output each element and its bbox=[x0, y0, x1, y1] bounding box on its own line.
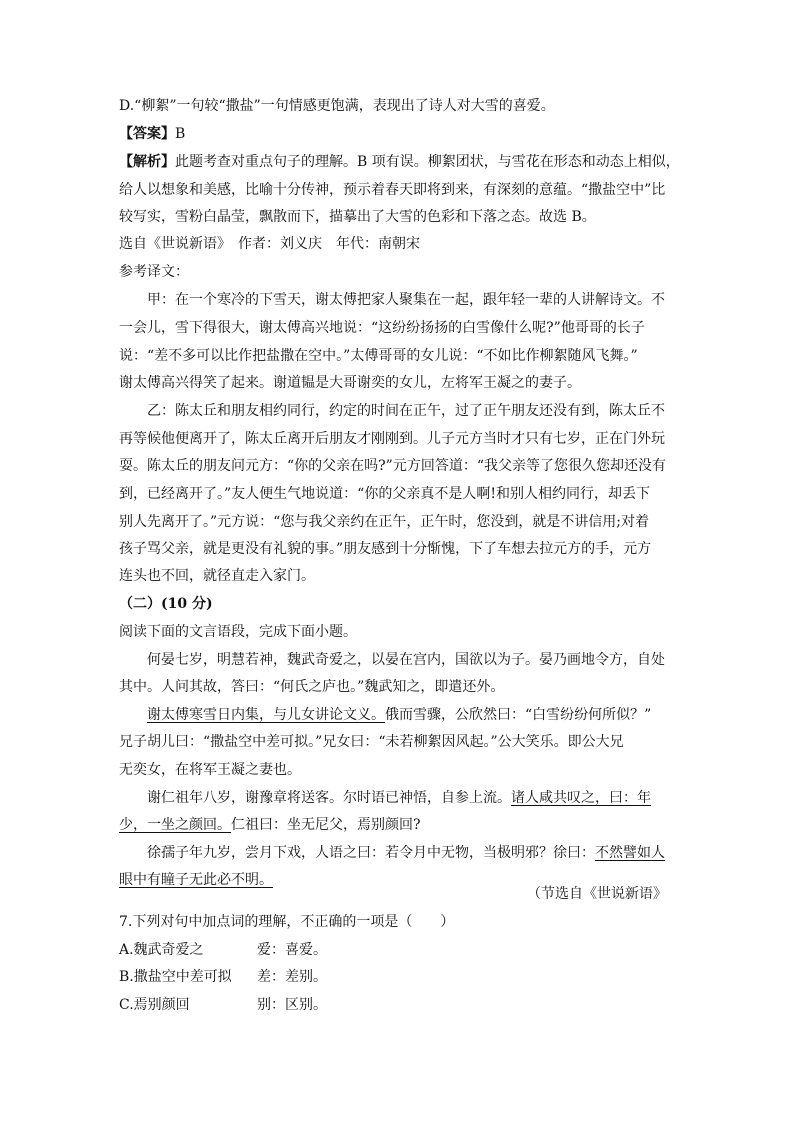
translation-line: 耍。陈太丘的朋友问元方：“你的父亲在吗?”元方回答道：“我父亲等了您很久您却还没有 bbox=[119, 458, 666, 474]
instruction: 阅读下面的文言语段，完成下面小题。 bbox=[119, 624, 357, 640]
translation-line: 谢太傅高兴得笑了起来。谢道韫是大哥谢奕的女儿，左将军王凝之的妻子。 bbox=[119, 375, 581, 391]
underlined-sentence: 不然譬如人 bbox=[595, 845, 665, 861]
analysis-line-3: 较写实，雪粉白晶莹，飘散而下，描摹出了大雪的色彩和下落之态。故选 B。 bbox=[119, 209, 596, 225]
passage-line: 无奕女，在将军王凝之妻也。 bbox=[119, 762, 301, 778]
passage-line: 其中。人问其故，答曰：“何氏之庐也。”魏武知之，即遣还外。 bbox=[119, 679, 505, 695]
option-label: B.撒盐空中差可拟 bbox=[119, 969, 232, 985]
translation-line: 一会儿，雪下得很大，谢太傅高兴地说：“这纷纷扬扬的白雪像什么呢?”他哥哥的长子 bbox=[119, 320, 645, 336]
passage-text: 仁祖曰：坐无尼父，焉别颜回? bbox=[231, 817, 421, 833]
translation-line: 乙：陈太丘和朋友相约同行，约定的时间在正午，过了正午朋友还没有到，陈太丘不 bbox=[147, 403, 665, 419]
passage-line bbox=[119, 816, 421, 834]
underlined-sentence: 眼中有瞳子无此必不明。 bbox=[119, 872, 273, 888]
passage-line bbox=[147, 706, 651, 724]
passage-text: 俄而雪骤，公欣然曰：“白雪纷纷何所似？” bbox=[385, 707, 652, 723]
analysis-line-1 bbox=[119, 153, 680, 171]
option-gloss: 差：差别。 bbox=[257, 969, 327, 985]
translation-line: 孩子骂父亲，就是更没有礼貌的事。”朋友感到十分惭愧，下了车想去拉元方的手，元方 bbox=[119, 541, 652, 557]
translation-line: 甲：在一个寒冷的下雪天，谢太傅把家人聚集在一起，跟年轻一辈的人讲解诗文。不 bbox=[147, 292, 665, 308]
option-gloss: 爱：喜爱。 bbox=[257, 942, 327, 958]
translation-line: 别人先离开了。”元方说：“您与我父亲约在正午，正午时，您没到，就是不讲信用;对着 bbox=[119, 514, 650, 530]
passage-line bbox=[119, 871, 273, 889]
underlined-sentence: 诸人咸共叹之，曰：年 bbox=[511, 790, 651, 806]
option-label: A.魏武奇爱之 bbox=[119, 942, 204, 958]
translation-heading: 参考译文： bbox=[119, 264, 189, 280]
passage-line: 兄子胡儿曰：“撒盐空中差可拟。”兄女曰：“未若柳絮因风起。”公大笑乐。即公大兄 bbox=[119, 734, 624, 750]
analysis-tag: 【解析】 bbox=[119, 154, 175, 170]
source-line: 选自《世说新语》 作者：刘义庆 年代：南朝宋 bbox=[119, 236, 420, 252]
underlined-sentence: 少，一坐之颜回。 bbox=[119, 817, 231, 833]
option-d: D.“柳絮”一句较“撒盐”一句情感更饱满，表现出了诗人对大雪的喜爱。 bbox=[119, 98, 555, 114]
option-gloss: 别：区别。 bbox=[257, 997, 327, 1013]
passage-text: 徐孺子年九岁，尝月下戏，人语之曰：若令月中无物，当极明邪？徐曰： bbox=[147, 845, 595, 861]
analysis-line-2: 给人以想象和美感，比喻十分传神，预示着春天即将到来，有深刻的意蕴。“撒盐空中”比 bbox=[119, 182, 666, 198]
passage-source: （节选自《世说新语》 bbox=[527, 886, 667, 902]
answer-value: B bbox=[175, 126, 186, 142]
analysis-text-1: 此题考查对重点句子的理解。B 项有误。柳絮团状，与雪花在形态和动态上相似， bbox=[175, 154, 680, 170]
passage-line bbox=[147, 789, 651, 807]
answer-line bbox=[119, 125, 185, 143]
translation-line: 说：“差不多可以比作把盐撒在空中。”太傅哥哥的女儿说：“不如比作柳絮随风飞舞。” bbox=[119, 348, 638, 364]
passage-text: 谢仁祖年八岁，谢豫章将送客。尔时语已神悟，自参上流。 bbox=[147, 790, 511, 806]
question-option bbox=[119, 968, 327, 986]
underlined-sentence: 谢太傅寒雪日内集，与儿女讲论文义。 bbox=[147, 707, 385, 723]
passage-line: 何晏七岁，明慧若神，魏武奇爱之，以晏在宫内，国欲以为子。晏乃画地令方，自处 bbox=[147, 652, 665, 668]
section-heading: （二）(10 分) bbox=[119, 596, 213, 612]
question-option bbox=[119, 941, 327, 959]
translation-line: 到，已经离开了。”友人便生气地说道：“你的父亲真不是人啊!和别人相约同行，却丢下 bbox=[119, 486, 650, 502]
answer-tag: 【答案】 bbox=[119, 126, 175, 142]
passage-line bbox=[147, 844, 665, 862]
option-label: C.焉别颜回 bbox=[119, 997, 190, 1013]
question-option bbox=[119, 996, 327, 1014]
question-stem: 7.下列对句中加点词的理解，不正确的一项是（ ） bbox=[119, 914, 455, 930]
translation-line: 连头也不回，就径直走入家门。 bbox=[119, 568, 315, 584]
translation-line: 再等候他便离开了，陈太丘离开后朋友才刚刚到。儿子元方当时才只有七岁，正在门外玩 bbox=[119, 431, 665, 447]
